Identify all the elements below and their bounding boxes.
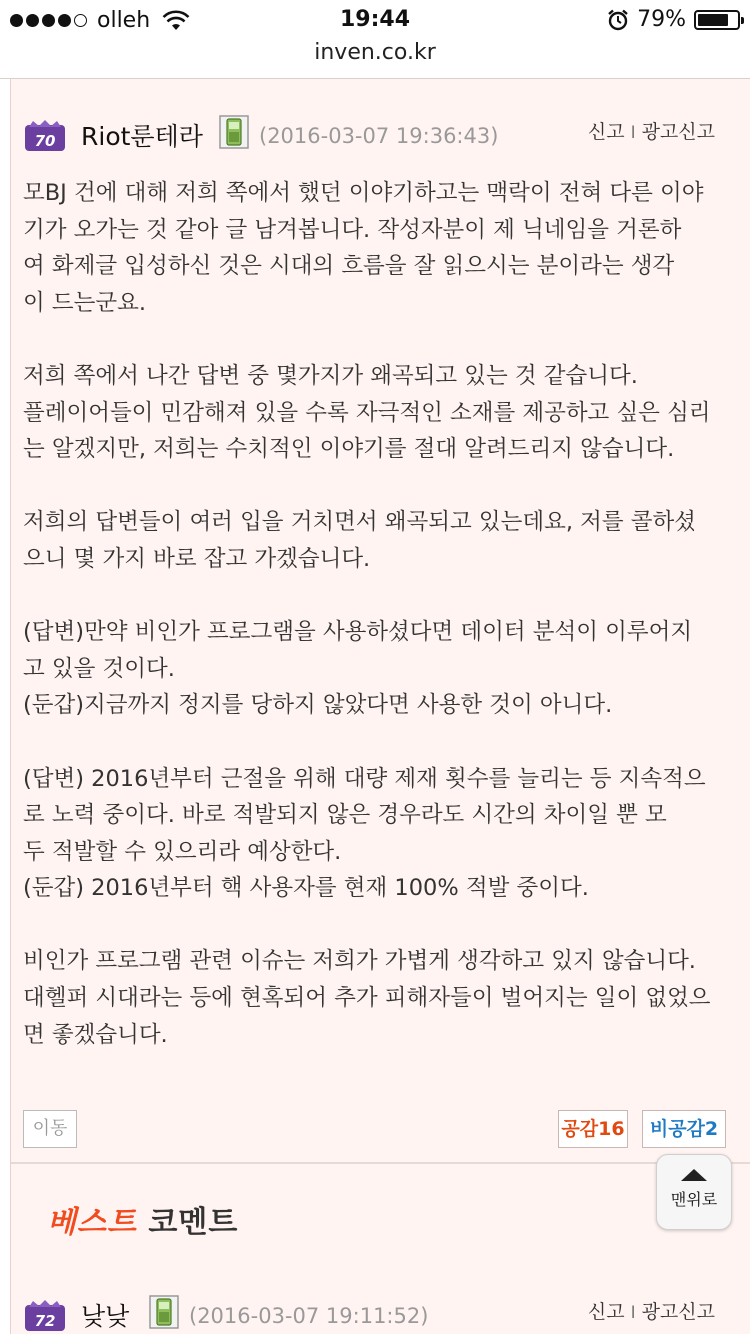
dislike-button[interactable]: 비공감2	[642, 1110, 726, 1148]
mobile-phone-icon	[149, 1295, 179, 1329]
comment-line: 로 노력 중이다. 바로 적발되지 않은 경우라도 시간의 차이일 뿐 모	[23, 802, 667, 829]
comment-line: (답변)만약 비인가 프로그램을 사용하셨다면 데이터 분석이 이루어지	[23, 619, 693, 646]
alarm-icon	[607, 9, 629, 31]
url-bar[interactable]	[0, 40, 750, 78]
next-comment-header	[21, 1297, 741, 1334]
like-button[interactable]: 공감16	[558, 1110, 628, 1148]
status-bar	[0, 0, 750, 40]
comment-header	[21, 117, 741, 167]
comment-line: 저희 쪽에서 나간 답변 중 몇가지가 왜곡되고 있는 것 같습니다.	[23, 362, 638, 389]
link-separator: I	[630, 1303, 636, 1323]
comment-body	[23, 175, 739, 1053]
comment-line: (답변) 2016년부터 근절을 위해 대량 제재 횟수를 늘리는 등 지속적으	[23, 765, 706, 792]
svg-text:72: 72	[34, 1312, 56, 1330]
level-badge-icon	[21, 1299, 69, 1333]
ad-report-link[interactable]: 광고신고	[641, 121, 715, 143]
link-separator: I	[630, 123, 636, 143]
battery-percent: 79%	[637, 7, 686, 32]
comment-line: (둔갑)지금까지 정지를 당하지 않았다면 사용한 것이 아니다.	[23, 692, 613, 719]
best-title-part2: 코멘트	[136, 1205, 239, 1240]
comment-line: 대헬퍼 시대라는 등에 현혹되어 추가 피해자들이 벌어지는 일이 없었으	[23, 985, 711, 1012]
comment-line: 기가 오가는 것 같아 글 남겨봅니다. 작성자분이 제 닉네임을 거론하	[23, 216, 682, 243]
next-report-links	[588, 1297, 715, 1324]
comment-line: 이 드는군요.	[23, 289, 146, 316]
paragraph-gap	[23, 724, 739, 761]
comment-line: 면 좋겠습니다.	[23, 1021, 168, 1048]
svg-text:70: 70	[34, 132, 56, 150]
battery-icon	[694, 10, 740, 30]
paragraph-gap	[23, 578, 739, 615]
comment-section	[10, 79, 750, 1334]
comment-line: 으니 몇 가지 바로 잡고 가겠습니다.	[23, 545, 371, 572]
comment-line: 는 알겠지만, 저희는 수치적인 이야기를 절대 알려드리지 않습니다.	[23, 436, 675, 463]
arrow-up-icon	[681, 1169, 707, 1181]
next-comment-date: (2016-03-07 19:11:52)	[189, 1304, 429, 1328]
comment-date: (2016-03-07 19:36:43)	[259, 124, 499, 148]
mobile-phone-icon	[219, 115, 249, 149]
section-divider	[11, 1162, 750, 1164]
best-comments-title	[47, 1197, 238, 1241]
comment-line: (둔갑) 2016년부터 핵 사용자를 현재 100% 적발 중이다.	[23, 875, 589, 902]
comment-line: 저희의 답변들이 여러 입을 거치면서 왜곡되고 있는데요, 저를 콜하셨	[23, 509, 696, 536]
scroll-to-top-label: 맨위로	[670, 1190, 718, 1209]
comment-line: 고 있을 것이다.	[23, 655, 175, 682]
report-links	[588, 117, 715, 144]
comment-line: 비인가 프로그램 관련 이슈는 저희가 가볍게 생각하고 있지 않습니다.	[23, 948, 696, 975]
comment-line: 여 화제글 입성하신 것은 시대의 흐름을 잘 읽으시는 분이라는 생각	[23, 253, 675, 280]
level-badge-icon	[21, 119, 69, 153]
comment-line: 두 적발할 수 있으리라 예상한다.	[23, 838, 342, 865]
move-button[interactable]: 이동	[23, 1110, 77, 1148]
scroll-to-top-button[interactable]	[656, 1154, 732, 1230]
next-comment-author[interactable]: 낮낮	[81, 1302, 130, 1331]
url-text: inven.co.kr	[314, 40, 436, 65]
report-link[interactable]: 신고	[587, 1301, 625, 1323]
ad-report-link[interactable]: 광고신고	[641, 1301, 715, 1323]
status-time: 19:44	[339, 7, 411, 32]
report-link[interactable]: 신고	[587, 121, 625, 143]
comment-author[interactable]: Riot룬테라	[81, 122, 203, 151]
battery-fill	[698, 14, 728, 26]
paragraph-gap	[23, 468, 739, 505]
best-title-part1: 베스트	[47, 1205, 137, 1240]
paragraph-gap	[23, 321, 739, 358]
carrier-name: olleh	[97, 8, 151, 33]
paragraph-gap	[23, 907, 739, 944]
comment-line: 플레이어들이 민감해져 있을 수록 자극적인 소재를 제공하고 싶은 심리	[23, 399, 711, 426]
comment-line: 모BJ 건에 대해 저희 쪽에서 했던 이야기하고는 맥락이 전혀 다른 이야	[23, 180, 704, 206]
status-right	[607, 7, 740, 32]
